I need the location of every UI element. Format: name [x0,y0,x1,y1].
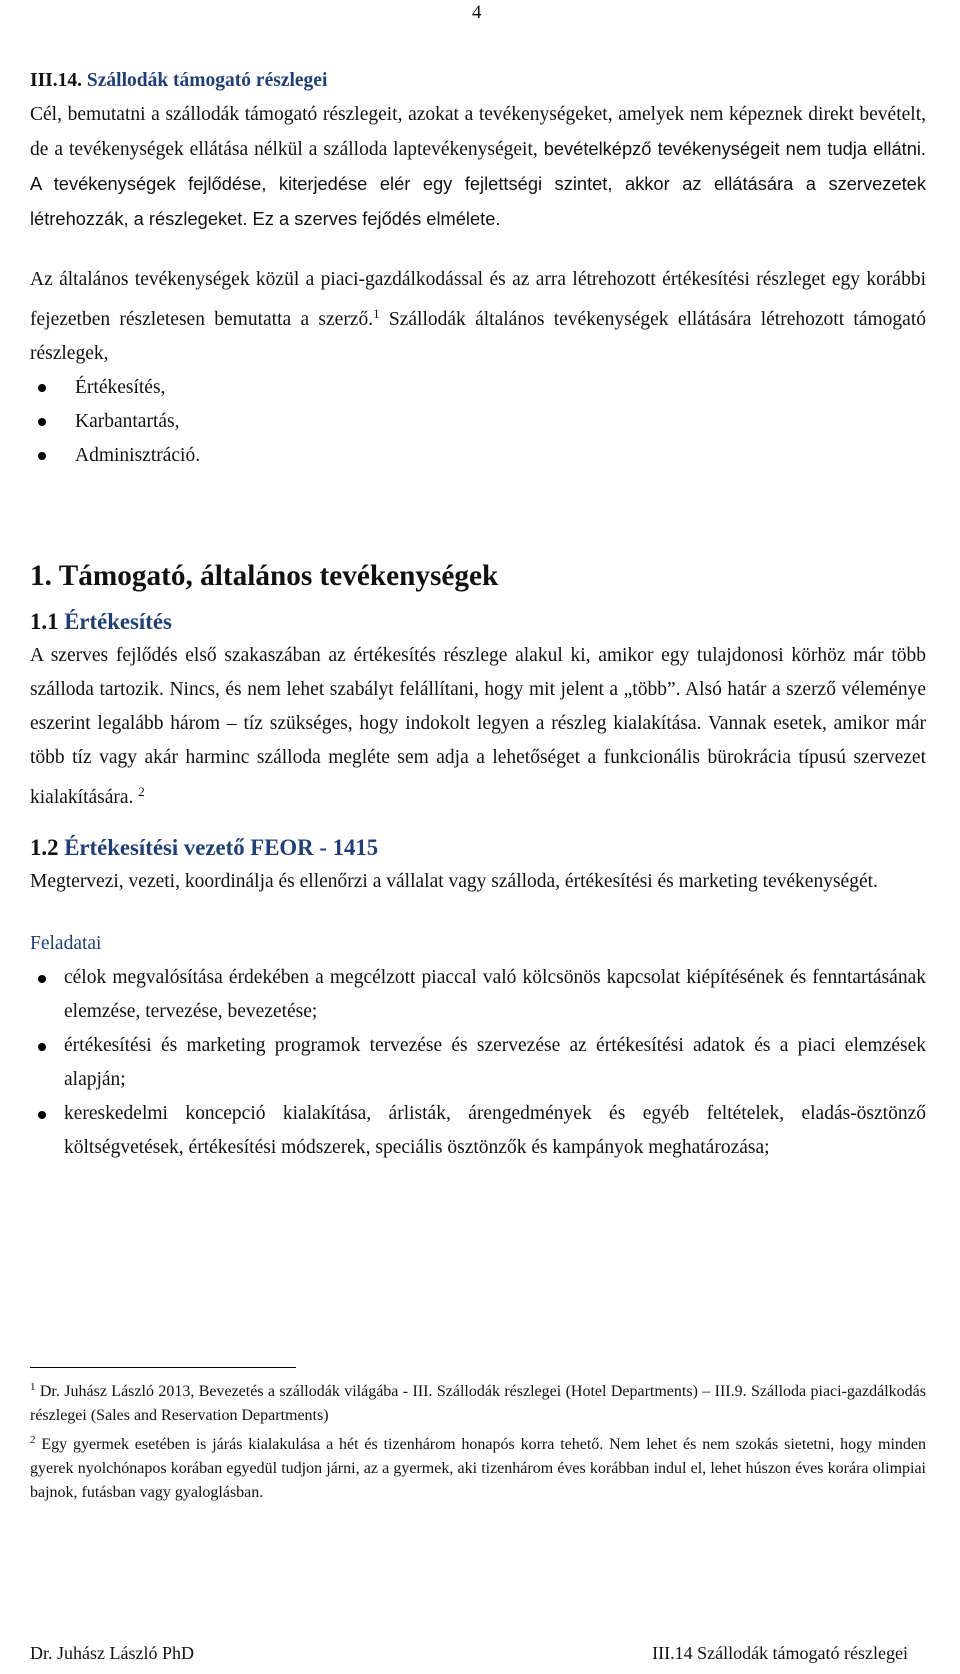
sales-text: A szerves fejlődés első szakaszában az értékesítés részlege alakul ki, amikor egy tulajdonosi körhöz már több szálloda tartozik. Nincs, és nem lehet szabályt felállítani, hogy mit jelent a „több”. Alsó határ a szerző véleménye eszerint legalább három – tíz szükséges, hogy indokolt legyen a részleg kialakítása. Vannak esetek, amikor már több tíz vagy akár harminc szálloda megléte sem adja a lehetőséget a funkcionális bürokrácia típusú szervezet kialakítására. [30,645,926,808]
bullet-icon [38,452,46,460]
subsection-title: Értékesítési vezető FEOR - 1415 [64,835,379,860]
footnotes [30,1375,926,1505]
footer-author: Dr. Juhász László PhD [30,1643,194,1663]
paragraph-sales [30,639,926,815]
footnote-ref-2[interactable]: 2 [138,784,145,799]
bullet-icon [38,384,46,392]
section-heading: 1. Támogató, általános tevékenységek [30,560,499,592]
list-item-text: értékesítési és marketing programok tervezése és szervezése az értékesítési adatok és a piaci elemzések alapján; [64,1035,926,1090]
para2-text-a: Az általános tevékenységek közül a piaci-gazdálkodással és az arra létrehozott értékesítési részleget egy korábbi fejezetben részletesen bemutatta a szerző. [30,269,926,330]
footnote-ref-1[interactable]: 1 [373,306,380,321]
list-item-text: kereskedelmi koncepció kialakítása, árlisták, árengedmények és egyéb feltételek, eladás-ösztönző költségvetések, értékesítési módszerek, speciális ösztönzők és kampányok meghatározása; [64,1103,926,1158]
footnote-text: Dr. Juhász László 2013, Bevezetés a szállodák világába - III. Szállodák részlegei (Hotel Departments) – III.9. Szálloda piaci-gazdálkodás részlegei (Sales and Reservation Departments) [30,1383,926,1424]
page-number: 4 [472,2,482,23]
footnote-separator [30,1367,296,1368]
bullet-icon [38,975,46,983]
chapter-title [30,64,926,98]
list-item [30,439,926,473]
subsection-title: Értékesítés [64,609,172,634]
para2-text-b: Szállodák általános tevékenységek ellátására létrehozott támogató részlegek, [30,309,926,364]
footnote-1 [30,1375,926,1428]
tasks-heading: Feladatai [30,933,102,954]
list-item [30,371,926,405]
list-item [30,961,926,1029]
subsection-number: 1.1 [30,609,59,634]
tasks-list [30,961,926,1165]
intro-text-c: A tevékenységek fejlődése, kiterjedése elér egy fejlettségi szintet, akkor az ellátására a szervezetek létrehozzák, a részlegeket. Ez a szerves fejődés elmélete. [30,173,926,229]
paragraph-general-activities [30,263,926,371]
list-item-text: Karbantartás, [75,411,180,432]
footnote-text: Egy gyermek esetében is járás kialakulása a hét és tizenhárom honapós korra tehető. Nem lehet és nem szokás sietetni, hogy minden gyerek nyolchónapos korában egyedül tudjon járni, az a gyermek, aki tizenhárom éves korábban indul el, lehet húszon éves korára olimpiai bajnok, futásban vagy gyaloglásban. [30,1436,926,1501]
subsection-heading-sales-manager [30,831,926,865]
bullet-icon [38,1111,46,1119]
bullet-icon [38,1043,46,1051]
list-item-text: célok megvalósítása érdekében a megcélzott piaccal való kölcsönös kapcsolat kiépítésének és fenntartásának elemzése, tervezése, bevezetése; [64,967,926,1022]
intro-text-b: bevételképző tevékenységeit nem tudja ellátni. [543,138,926,159]
subsection-heading-sales [30,605,926,639]
footnote-mark: 1 [30,1381,36,1393]
bullet-icon [38,418,46,426]
footer-chapter: III.14 Szállodák támogató részlegei [652,1643,908,1663]
footnote-mark: 2 [30,1434,36,1446]
department-list [30,371,926,473]
paragraph-sales-manager: Megtervezi, vezeti, koordinálja és ellenőrzi a vállalat vagy szálloda, értékesítési és marketing tevékenységét. [30,871,878,892]
list-item-text: Értékesítés, [75,377,166,398]
list-item [30,1097,926,1165]
chapter-title-text: Szállodák támogató részlegei [86,70,328,91]
subsection-number: 1.2 [30,835,59,860]
chapter-number: III.14. [30,70,83,91]
list-item-text: Adminisztráció. [75,445,201,466]
intro-text-a: Cél, bemutatni a szállodák támogató részlegeit, azokat a tevékenységeket, amelyek nem képeznek direkt bevételt, de a tevékenységek ellátása nélkül a szálloda laptevékenységeit, [30,104,926,160]
footnote-2 [30,1428,926,1505]
document-body [30,64,926,1165]
list-item [30,405,926,439]
list-item [30,1029,926,1097]
intro-paragraph [30,98,926,237]
